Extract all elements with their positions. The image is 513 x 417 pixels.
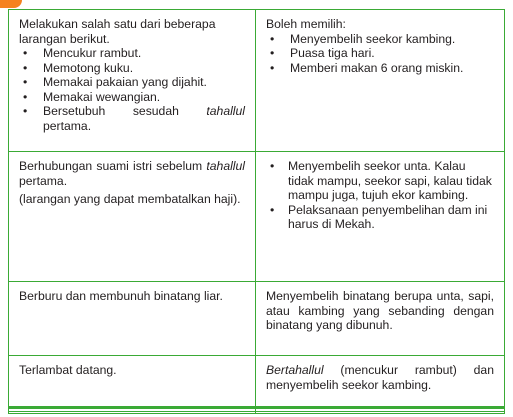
violation-cell: Terlambat datang.: [9, 356, 256, 414]
list-item: • Memakai wewangian.: [19, 90, 245, 105]
penalty-list: [266, 159, 494, 232]
list-item: • Mencukur rambut.: [19, 46, 245, 61]
list-item: • Menyembelih seekor kambing.: [266, 32, 494, 47]
bottom-divider: [8, 406, 504, 412]
list-item: • Puasa tiga hari.: [266, 46, 494, 61]
penalty-table: [8, 9, 505, 414]
table-row: [9, 152, 505, 282]
violation-text: [19, 159, 245, 188]
corner-tab-decoration: [0, 0, 22, 8]
list-item: • Pelaksanaan penyembelihan dam ini harus di Mekah.: [266, 203, 494, 232]
text-part: pertama.: [19, 173, 68, 188]
item-text: Bersetubuh sesudah: [43, 104, 207, 118]
item-text: pertama.: [43, 118, 92, 133]
penalty-intro: Boleh memilih:: [266, 17, 346, 31]
violation-cell: [9, 10, 256, 152]
table-row: [9, 356, 505, 414]
violation-intro: Melakukan salah satu dari beberapa larangan berikut.: [19, 17, 216, 46]
text-part: (mencukur rambut) dan menyembelih seekor kambing.: [266, 363, 494, 392]
table-row: [9, 282, 505, 356]
list-item: • Memotong kuku.: [19, 61, 245, 76]
italic-term: tahallul: [206, 159, 245, 173]
italic-term: tahallul: [206, 104, 245, 118]
penalty-cell: [256, 356, 505, 414]
violation-cell: Berburu dan membunuh binatang liar.: [9, 282, 256, 356]
violation-cell: [9, 152, 256, 282]
list-item: • Memakai pakaian yang dijahit.: [19, 75, 245, 90]
penalty-cell: [256, 10, 505, 152]
text-part: Berhubungan suami istri sebelum: [19, 159, 207, 173]
italic-term: Bertahallul: [266, 363, 324, 377]
violation-list: [19, 46, 245, 133]
table-row: [9, 10, 505, 152]
penalty-cell: [256, 152, 505, 282]
list-item: • Menyembelih seekor unta. Kalau tidak mampu, seekor sapi, kalau tidak mampu juga, tujuh ekor kambing.: [266, 159, 494, 203]
penalty-list: [266, 32, 494, 76]
violation-note: (larangan yang dapat membatalkan haji).: [19, 192, 241, 206]
list-item: [19, 104, 245, 133]
list-item: • Memberi makan 6 orang miskin.: [266, 61, 494, 76]
penalty-cell: Menyembelih binatang berupa unta, sapi, atau kambing yang sebanding dengan binatang yang dibunuh.: [256, 282, 505, 356]
